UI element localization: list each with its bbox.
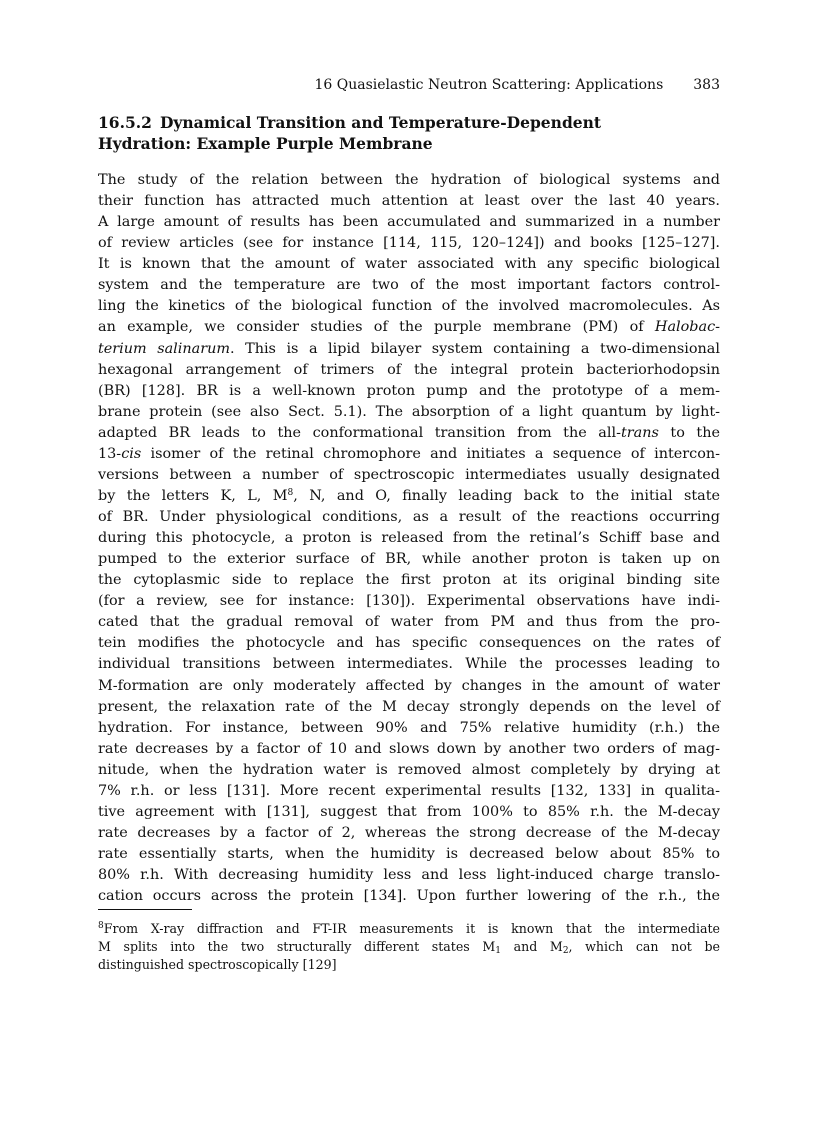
text-line: tein modifies the photocycle and has specific consequences on the rates of [98, 635, 720, 652]
text-line: 80% r.h. With decreasing humidity less and less light-induced charge translo- [98, 867, 720, 884]
text-line: A large amount of results has been accumulated and summarized in a number [98, 214, 720, 231]
running-head-title: 16 Quasielastic Neutron Scattering: Applications [314, 77, 664, 93]
text-line: adapted BR leads to the conformational transition from the all-trans to the [98, 424, 720, 441]
text-line: ling the kinetics of the biological function of the involved macromolecules. As [98, 298, 720, 315]
text-line: of BR. Under physiological conditions, as a result of the reactions occurring [98, 509, 720, 525]
species-name: terium salinarum [98, 340, 231, 357]
text-line: system and the temperature are two of the most important factors control- [98, 277, 720, 294]
running-head [98, 76, 720, 94]
body-paragraph [98, 170, 720, 907]
text-line: by the letters K, L, $M^8$, N, and O, finally leading back to the initial state [98, 487, 720, 504]
italic-term: trans [620, 424, 659, 441]
footnote-line: $^8$From X-ray diffraction and FT-IR measurements it is known that the intermediate [98, 921, 720, 936]
text-line: nitude, when the hydration water is removed almost completely by drying at [98, 761, 720, 778]
footnote-reference[interactable]: 8 [287, 487, 294, 498]
text-line: present, the relaxation rate of the M decay strongly depends on the level of [98, 698, 720, 715]
section-heading-line-2: Hydration: Example Purple Membrane [98, 134, 433, 153]
text-line: tive agreement with [131], suggest that from 100% to 85% r.h. the M-decay [98, 803, 720, 820]
text-line: The study of the relation between the hydration of biological systems and [98, 172, 720, 188]
text-line: of review articles (see for instance [114, 115, 120–124]) and books [125–127]. [98, 235, 720, 252]
footnote-line: M splits into the two structurally different states $M_1$ and $M_2$, which can not be [98, 939, 720, 956]
text-line: the cytoplasmic side to replace the first proton at its original binding site [98, 572, 720, 589]
text-line: (for a review, see for instance: [130]). Experimental observations have indi- [98, 593, 720, 610]
page-number: 383 [693, 77, 720, 93]
text-line: rate decreases by a factor of 2, whereas the strong decrease of the M-decay [98, 824, 720, 841]
text-line: M-formation are only moderately affected by changes in the amount of water [98, 677, 720, 694]
text-line: their function has attracted much attention at least over the last 40 years. [98, 193, 720, 210]
text-line: rate essentially starts, when the humidity is decreased below about 85% to [98, 846, 720, 862]
text-line: pumped to the exterior surface of BR, while another proton is taken up on [98, 551, 720, 568]
footnote-line: distinguished spectroscopically [129] [98, 957, 337, 972]
text-line: 13-cis isomer of the retinal chromophore and initiates a sequence of intercon- [98, 445, 720, 462]
text-line: cated that the gradual removal of water from PM and thus from the pro- [98, 614, 720, 631]
text-line: hydration. For instance, between 90% and 75% relative humidity (r.h.) the [98, 719, 720, 736]
section-heading-line-1: 16.5.2 Dynamical Transition and Temperature-Dependent [98, 113, 602, 132]
section-heading [98, 112, 678, 154]
footnote [98, 920, 720, 974]
text-line: brane protein (see also Sect. 5.1). The absorption of a light quantum by light- [98, 403, 720, 420]
text-line: rate decreases by a factor of 10 and slows down by another two orders of mag- [98, 740, 720, 757]
text-line: cation occurs across the protein [134]. Upon further lowering of the r.h., the [98, 888, 720, 905]
footnote-divider [98, 909, 192, 910]
text-line: an example, we consider studies of the purple membrane (PM) of Halobac- [98, 319, 720, 336]
species-name: Halobac- [654, 319, 720, 336]
italic-term: cis [121, 445, 142, 462]
text-line: during this photocycle, a proton is released from the retinal’s Schiff base and [98, 530, 720, 547]
text-line: 7% r.h. or less [131]. More recent experimental results [132, 133] in qualita- [98, 782, 720, 799]
section-number: 16.5.2 [98, 113, 152, 132]
text-line: individual transitions between intermediates. While the processes leading to [98, 656, 720, 673]
text-line: hexagonal arrangement of trimers of the integral protein bacteriorhodopsin [98, 361, 720, 378]
text-line: (BR) [128]. BR is a well-known proton pump and the prototype of a mem- [98, 382, 720, 399]
text-line: versions between a number of spectroscopic intermediates usually designated [98, 466, 720, 483]
text-line: It is known that the amount of water associated with any specific biological [98, 256, 720, 273]
footnote-marker: 8 [98, 921, 104, 931]
text-line: terium salinarum. This is a lipid bilayer system containing a two-dimensional [98, 340, 720, 357]
